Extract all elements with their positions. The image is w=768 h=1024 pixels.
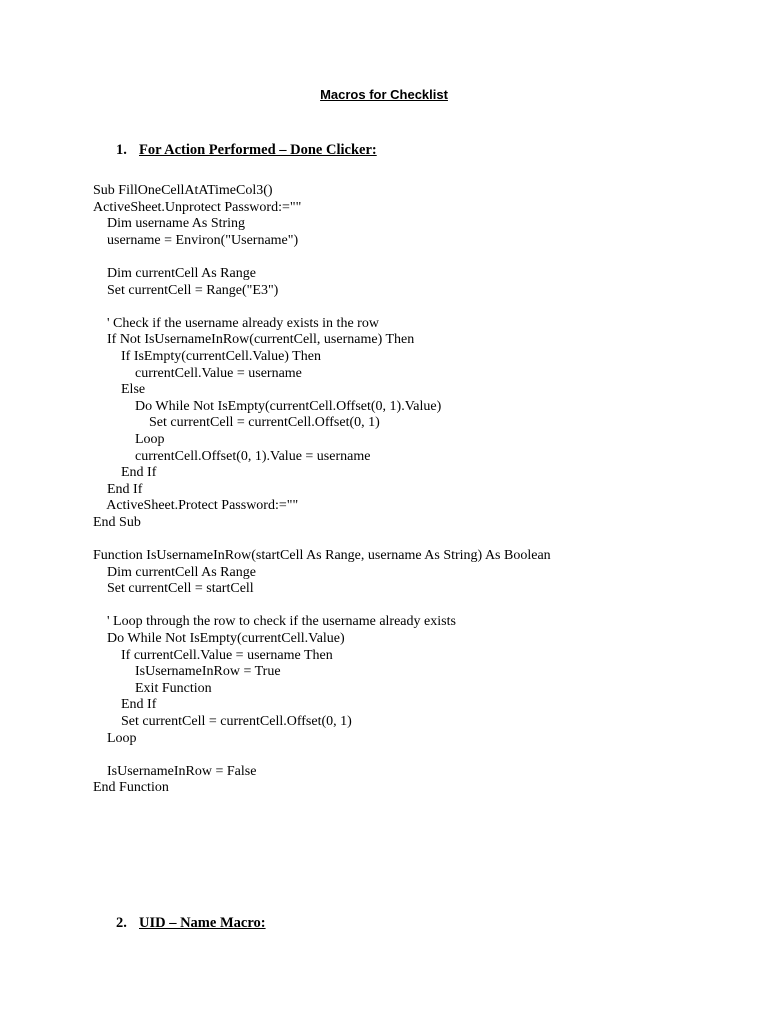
code-line: Set currentCell = Range("E3") (93, 282, 279, 298)
code-line: If currentCell.Value = username Then (93, 647, 333, 663)
code-line: IsUsernameInRow = True (93, 664, 281, 680)
code-line: Dim currentCell As Range (93, 564, 256, 580)
code-line: ActiveSheet.Protect Password:="" (93, 498, 299, 514)
code-line: Loop (93, 730, 137, 746)
section-number: 2. (116, 915, 127, 931)
code-block (93, 183, 551, 797)
code-line (93, 747, 551, 764)
code-line: Dim username As String (93, 216, 246, 232)
code-line: ActiveSheet.Unprotect Password:="" (93, 199, 302, 215)
code-line: End Function (93, 780, 169, 796)
code-line: IsUsernameInRow = False (93, 763, 257, 779)
code-line: Do While Not IsEmpty(currentCell.Offset(0, 1).Value) (93, 398, 442, 414)
code-line: Set currentCell = startCell (93, 581, 254, 597)
code-line: ' Check if the username already exists in the row (93, 315, 379, 331)
code-line: Loop (93, 431, 165, 447)
section-number: 1. (116, 142, 127, 158)
section-title: For Action Performed – Done Clicker: (139, 142, 377, 158)
code-line: currentCell.Offset(0, 1).Value = username (93, 448, 371, 464)
document-title: Macros for Checklist (320, 87, 448, 102)
code-line: Set currentCell = currentCell.Offset(0, 1) (93, 714, 352, 729)
code-line: Set currentCell = currentCell.Offset(0, 1) (93, 415, 380, 431)
code-line: username = Environ("Username") (93, 232, 299, 248)
code-line: End If (93, 465, 157, 481)
code-line: Do While Not IsEmpty(currentCell.Value) (93, 631, 345, 647)
code-line: Else (93, 382, 146, 398)
section-title: UID – Name Macro: (139, 915, 266, 931)
code-line (93, 249, 551, 266)
code-line: Dim currentCell As Range (93, 265, 256, 281)
code-line: If IsEmpty(currentCell.Value) Then (93, 348, 321, 364)
code-line: Sub FillOneCellAtATimeCol3() (93, 183, 273, 198)
code-line: Function IsUsernameInRow(startCell As Range, username As String) As Boolean (93, 548, 551, 564)
code-line: If Not IsUsernameInRow(currentCell, username) Then (93, 332, 415, 348)
section-heading-1 (116, 141, 377, 159)
code-line: currentCell.Value = username (93, 365, 302, 381)
code-line: End If (93, 697, 157, 713)
code-line: End Sub (93, 514, 141, 530)
code-line (93, 299, 551, 316)
code-line: ' Loop through the row to check if the username already exists (93, 614, 456, 630)
code-line (93, 531, 551, 548)
code-line (93, 598, 551, 615)
section-heading-2 (116, 914, 266, 932)
code-line: Exit Function (93, 680, 212, 696)
code-line: End If (93, 481, 143, 497)
